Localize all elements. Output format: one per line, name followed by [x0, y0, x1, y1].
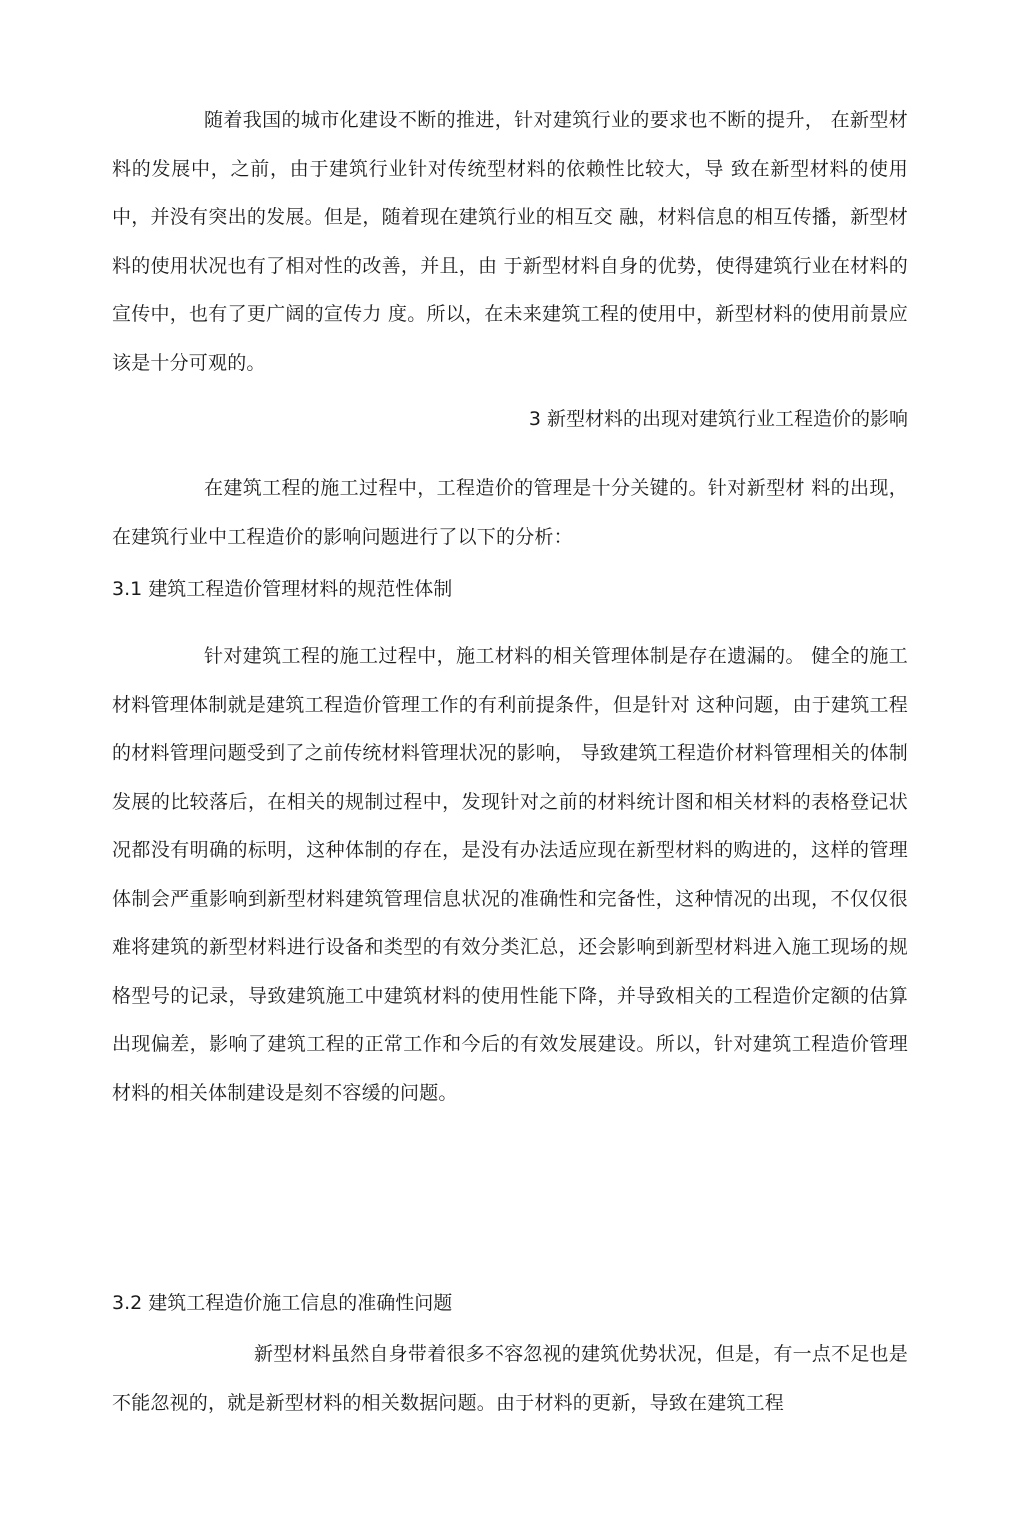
section-3-heading: 3 新型材料的出现对建筑行业工程造价的影响	[528, 408, 908, 430]
paragraph-section-3-1: 针对建筑工程的施工过程中，施工材料的相关管理体制是存在遗漏的。 健全的施工材料管理体制就是建筑工程造价管理工作的有利前提条件，但是针对 这种问题，由于建筑工程的材料管理问题受到了之前传统材料管理状况的影响， 导致建筑工程造价材料管理相关的体制发展的比较落后，在相关的规制过程中，发现针对之前的材料统计图和相关材料的表格登记状况都没有明确的标明，这种体制的存在，是没有办法适应现在新型材料的购进的，这样的管理体制会严重影响到新型材料建筑管理信息状况的准确性和完备性，这种情况的出现，不仅仅很难将建筑的新型材料进行设备和类型的有效分类汇总，还会影响到新型材料进入施工现场的规格型号的记录，导致建筑施工中建筑材料的使用性能下降，并导致相关的工程造价定额的估算出现偏差，影响了建筑工程的正常工作和今后的有效发展建设。所以，针对建筑工程造价管理材料的相关体制建设是刻不容缓的问题。	[112, 645, 908, 1104]
paragraph-section-3-2: 新型材料虽然自身带着很多不容忽视的建筑优势状况，但是，有一点不足也是不能忽视的，就是新型材料的相关数据问题。由于材料的更新，导致在建筑工程	[112, 1343, 908, 1414]
section-3-2-heading: 3.2 建筑工程造价施工信息的准确性问题	[112, 1292, 453, 1314]
paragraph-section-3: 在建筑工程的施工过程中，工程造价的管理是十分关键的。针对新型材 料的出现，在建筑行业中工程造价的影响问题进行了以下的分析：	[112, 477, 908, 548]
paragraph-intro: 随着我国的城市化建设不断的推进，针对建筑行业的要求也不断的提升， 在新型材料的发展中，之前，由于建筑行业针对传统型材料的依赖性比较大，导 致在新型材料的使用中，并没有突出的发展。但是，随着现在建筑行业的相互交 融，材料信息的相互传播，新型材料的使用状况也有了相对性的改善，并且，由 于新型材料自身的优势，使得建筑行业在材料的宣传中，也有了更广阔的宣传力 度。所以，在未来建筑工程的使用中，新型材料的使用前景应该是十分可观的。	[112, 109, 908, 374]
section-3-1-heading: 3.1 建筑工程造价管理材料的规范性体制	[112, 578, 453, 600]
